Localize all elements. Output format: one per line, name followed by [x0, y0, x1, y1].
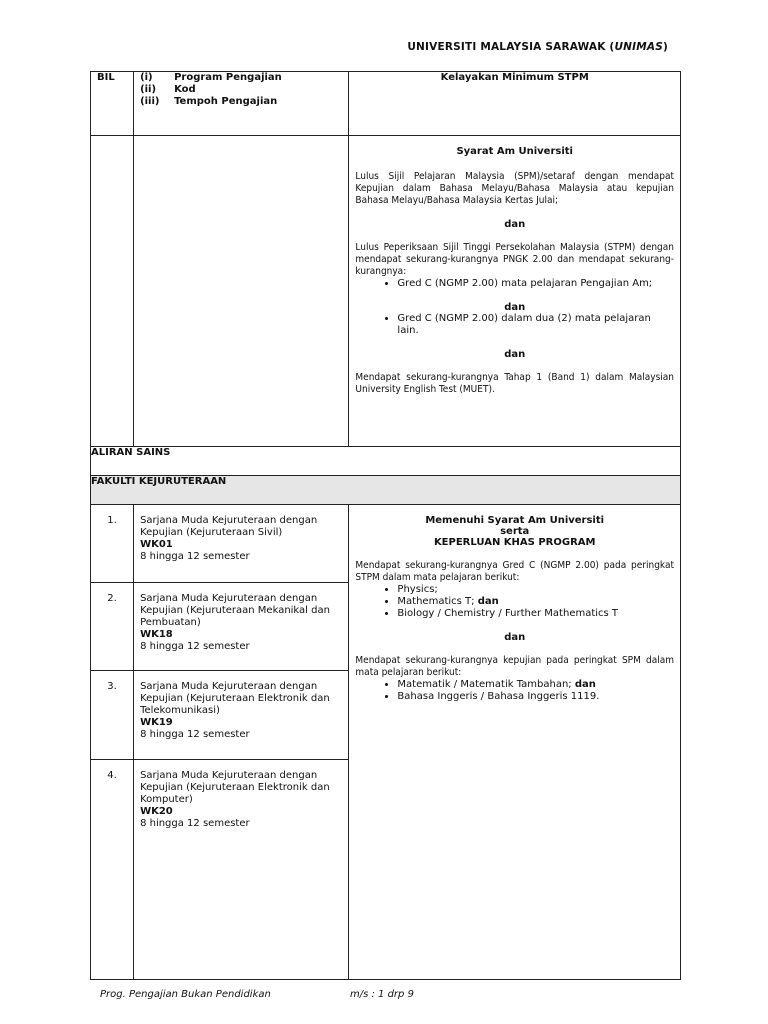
list-item: • Bahasa Inggeris / Bahasa Inggeris 1119. [397, 691, 674, 703]
university-abbr: UNIMAS [614, 41, 663, 53]
general-requirement-cell [349, 136, 681, 447]
section-fakulti-kejuruteraan: FAKULTI KEJURUTERAAN [91, 476, 681, 505]
dan-label: dan [504, 302, 526, 313]
program-name: Sarjana Muda Kejuruteraan dengan Kepujian (Kejuruteraan Mekanikal dan Pembuatan) [140, 593, 330, 628]
program-req-p2: Mendapat sekurang-kurangnya kepujian pada peringkat SPM dalam mata pelajaran berikut: [355, 655, 674, 678]
program-header: (i) Program Pengajian (ii) Kod (iii) Tempoh Pengajian [134, 72, 349, 136]
table-header-row [91, 72, 681, 136]
general-req-p1: Lulus Sijil Pelajaran Malaysia (SPM)/setaraf dengan mendapat Kepujian dalam Bahasa Melayu/Bahasa Malaysia atau kepujian Bahasa Melayu/Bahasa Malaysia Kertas Julai; [355, 171, 674, 206]
program-name: Sarjana Muda Kejuruteraan dengan Kepujian (Kejuruteraan Elektronik dan Telekomunikasi) [140, 681, 330, 716]
document-header: UNIVERSITI MALAYSIA SARAWAK (UNIMAS) [407, 41, 668, 53]
list-item: • Physics; [397, 584, 674, 596]
page-footer [100, 989, 414, 1000]
list-item: • Mathematics T; dan [397, 596, 674, 608]
program-cell [134, 583, 349, 671]
program-cell [134, 760, 349, 980]
program-code: WK01 [140, 539, 173, 550]
program-duration: 8 hingga 12 semester [140, 729, 250, 740]
program-code: WK20 [140, 806, 173, 817]
stpm-subject-list [355, 584, 674, 620]
bil-header: BIL [91, 72, 134, 136]
dan-label: dan [504, 219, 526, 230]
program-number: 1. [91, 505, 134, 583]
footer-label: Prog. Pengajian Bukan Pendidikan [100, 989, 271, 1000]
program-duration: 8 hingga 12 semester [140, 641, 250, 652]
general-req-bullets [355, 278, 674, 290]
program-number: 4. [91, 760, 134, 980]
table-row [91, 505, 681, 583]
program-cell [134, 671, 349, 760]
requirements-table [90, 71, 681, 980]
dan-label: dan [504, 632, 526, 643]
page-number: m/s : 1 drp 9 [350, 989, 414, 1000]
list-item: • Gred C (NGMP 2.00) dalam dua (2) mata pelajaran lain. [397, 313, 674, 337]
program-name: Sarjana Muda Kejuruteraan dengan Kepujian (Kejuruteraan Sivil) [140, 515, 318, 538]
program-code: WK18 [140, 629, 173, 640]
list-item: • Gred C (NGMP 2.00) mata pelajaran Pengajian Am; [397, 278, 674, 290]
general-requirement-row [91, 136, 681, 447]
program-req-p1: Mendapat sekurang-kurangnya Gred C (NGMP 2.00) pada peringkat STPM dalam mata pelajaran berikut: [355, 560, 674, 583]
list-item: • Biology / Chemistry / Further Mathematics T [397, 608, 674, 620]
program-duration: 8 hingga 12 semester [140, 818, 250, 829]
program-req-line3: KEPERLUAN KHAS PROGRAM [433, 537, 596, 548]
requirement-header: Kelayakan Minimum STPM [349, 72, 681, 136]
program-duration: 8 hingga 12 semester [140, 551, 250, 562]
section-row-aliran [91, 447, 681, 476]
program-cell [134, 505, 349, 583]
program-requirement-cell [349, 505, 681, 980]
list-item: • Matematik / Matematik Tambahan; dan [397, 679, 674, 691]
dan-label: dan [504, 349, 526, 360]
program-number: 2. [91, 583, 134, 671]
program-name: Sarjana Muda Kejuruteraan dengan Kepujian (Kejuruteraan Elektronik dan Komputer) [140, 770, 330, 805]
section-aliran-sains: ALIRAN SAINS [91, 447, 681, 476]
general-req-p3: Mendapat sekurang-kurangnya Tahap 1 (Band 1) dalam Malaysian University English Test (MUET). [355, 372, 674, 395]
general-req-title: Syarat Am Universiti [456, 146, 573, 157]
program-code: WK19 [140, 717, 173, 728]
program-number: 3. [91, 671, 134, 760]
program-req-line2: serta [500, 526, 530, 537]
spm-subject-list [355, 679, 674, 703]
general-req-p2: Lulus Peperiksaan Sijil Tinggi Persekolahan Malaysia (STPM) dengan mendapat sekurang-kurangnya PNGK 2.00 dan mendapat sekurang-kurangnya: [355, 242, 674, 277]
university-name: UNIVERSITI MALAYSIA SARAWAK ( [407, 41, 615, 53]
section-row-fakulti [91, 476, 681, 505]
program-req-line1: Memenuhi Syarat Am Universiti [425, 515, 605, 526]
